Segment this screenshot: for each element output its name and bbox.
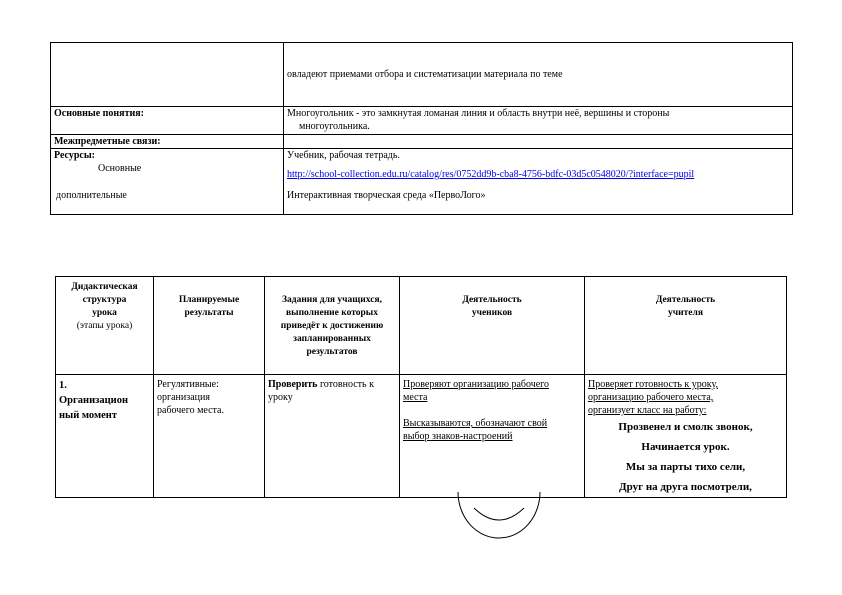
concept-line: многоугольника. [299,121,370,132]
task-verb: Проверить [268,379,318,390]
teacher-text: организацию рабочего места, [588,392,714,403]
objectives-cell [284,43,793,107]
stage-text: Организацион [59,395,128,406]
interdisciplinary-value [284,135,793,149]
students-text: места [403,392,428,403]
poem-line: Начинается урок. [641,441,730,453]
students-text: выбор знаков-настроений [403,431,513,442]
students-cell [400,375,585,498]
header-text: Планируемые [178,295,240,305]
resources-label: Ресурсы: [54,150,95,161]
table-row [51,107,793,135]
header-text: запланированных [293,334,371,344]
header-text: структура [82,295,127,305]
header-text: урока [92,308,117,318]
stage-text: 1. [59,380,67,391]
resources-main-label: Основные [98,163,142,174]
header-text: выполнение которых [286,308,378,318]
resources-label-cell [51,149,284,215]
students-text: Высказываются, обозначают свой [403,418,548,429]
table-row [51,149,793,215]
header-stage [56,277,154,375]
header-tasks [265,277,400,375]
header-text: Деятельность [655,295,716,305]
header-text: результаты [184,308,234,318]
school-collection-link[interactable]: http://school-collection.edu.ru/catalog/res/0752dd9b-cba8-4756-bdfc-03d5c0548020/?interface=pupil [287,169,695,180]
result-text: Регулятивные: [157,379,219,390]
table-row [56,375,787,498]
header-text: Задания для учащихся, [282,295,382,305]
resources-value-cell [284,149,793,215]
task-cell [265,375,400,498]
table-row [51,135,793,149]
header-row [56,277,787,375]
students-text: Проверяют организацию рабочего [403,379,550,390]
resources-extra-label: дополнительные [56,190,127,201]
pervologo-text: Интерактивная творческая среда «ПервоЛого» [287,190,486,201]
lesson-info-table [50,42,793,215]
teacher-cell [585,375,787,498]
header-text: Деятельность [462,295,522,305]
smiley-face-icon [456,484,542,540]
header-text: учеников [471,308,513,318]
header-text: приведёт к достижению [280,321,384,331]
header-text: (этапы урока) [76,321,133,331]
result-text: рабочего места. [157,405,224,416]
textbook-text: Учебник, рабочая тетрадь. [287,150,400,161]
header-text: Дидактическая [71,282,138,292]
result-text: организация [157,392,210,403]
interdisciplinary-label: Межпредметные связи: [51,135,284,149]
key-concepts-label: Основные понятия: [51,107,284,135]
header-results [154,277,265,375]
task-text: уроку [268,392,293,403]
empty-cell [51,43,284,107]
key-concepts-value [284,107,793,135]
task-text: готовность к [317,379,374,390]
poem-line: Прозвенел и смолк звонок, [618,421,753,433]
poem-line: Мы за парты тихо сели, [625,461,746,473]
header-students [400,277,585,375]
header-teacher [585,277,787,375]
stage-cell [56,375,154,498]
objectives-text: овладеют приемами отбора и систематизации материала по теме [287,69,563,80]
results-cell [154,375,265,498]
header-text: результатов [306,347,358,357]
lesson-structure-table [55,276,787,498]
table-row [51,43,793,107]
teacher-text: организует класс на работу: [588,405,707,416]
stage-text: ный момент [59,410,118,421]
poem-line: Друг на друга посмотрели, [619,481,752,493]
teacher-text: Проверяет готовность к уроку, [588,379,718,390]
header-text: учителя [668,308,703,318]
concept-line: Многоугольник - это замкнутая ломаная линия и область внутри неё, вершины и стороны [287,108,670,119]
